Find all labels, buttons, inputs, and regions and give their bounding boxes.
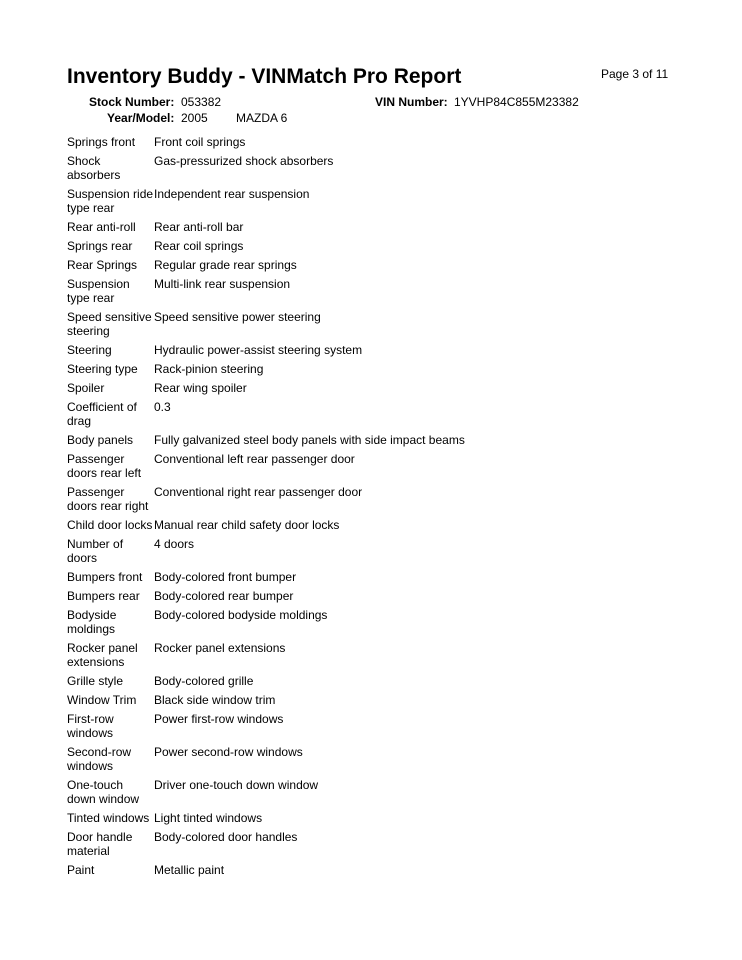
spec-row (67, 608, 667, 636)
spec-row (67, 277, 667, 305)
spec-name: Shock absorbers (67, 154, 121, 182)
spec-name: Passenger doors rear left (67, 452, 142, 480)
spec-row (67, 362, 667, 376)
vin-number-label: VIN Number: (375, 95, 448, 109)
spec-value: Metallic paint (154, 863, 225, 877)
spec-name: Passenger doors rear right (67, 485, 149, 513)
spec-row (67, 712, 667, 740)
spec-name: Grille style (67, 674, 124, 688)
spec-row (67, 187, 667, 215)
spec-value: Regular grade rear springs (154, 258, 297, 272)
spec-row (67, 570, 667, 584)
spec-name: Bumpers front (67, 570, 143, 584)
spec-row (67, 239, 667, 253)
spec-row (67, 135, 667, 149)
spec-name: Steering type (67, 362, 138, 376)
spec-name: Spoiler (67, 381, 105, 395)
spec-row (67, 674, 667, 688)
spec-value: Body-colored grille (154, 674, 254, 688)
spec-name: Springs front (67, 135, 136, 149)
spec-name: First-row windows (67, 712, 114, 740)
spec-row (67, 343, 667, 357)
spec-name: Suspension type rear (67, 277, 130, 305)
stock-number-label: Stock Number: (89, 95, 175, 109)
spec-name: Door handle material (67, 830, 133, 858)
spec-value: Driver one-touch down window (154, 778, 319, 792)
spec-value: Independent rear suspension (154, 187, 310, 201)
spec-row (67, 381, 667, 395)
spec-name: Second-row windows (67, 745, 132, 773)
spec-value: Rocker panel extensions (154, 641, 286, 655)
spec-value: Multi-link rear suspension (154, 277, 291, 291)
spec-row (67, 641, 667, 669)
spec-row (67, 220, 667, 234)
year-model-label: Year/Model: (107, 111, 175, 125)
spec-name: Bodyside moldings (67, 608, 117, 636)
report-title: Inventory Buddy - VINMatch Pro Report (67, 65, 462, 88)
spec-value: Power first-row windows (154, 712, 284, 726)
spec-row (67, 485, 667, 513)
spec-name: Steering (67, 343, 112, 357)
spec-value: Conventional right rear passenger door (154, 485, 363, 499)
spec-value: Body-colored bodyside moldings (154, 608, 328, 622)
spec-value: 0.3 (154, 400, 171, 414)
spec-name: Number of doors (67, 537, 124, 565)
spec-row (67, 537, 667, 565)
spec-name: Tinted windows (67, 811, 150, 825)
spec-row (67, 693, 667, 707)
spec-row (67, 310, 667, 338)
spec-row (67, 518, 667, 532)
year-value: 2005 (181, 111, 208, 125)
spec-value: Rear coil springs (154, 239, 244, 253)
spec-value: 4 doors (154, 537, 195, 551)
spec-value: Fully galvanized steel body panels with side impact beams (154, 433, 465, 447)
spec-name: Rocker panel extensions (67, 641, 138, 669)
spec-value: Hydraulic power-assist steering system (154, 343, 363, 357)
spec-row (67, 154, 667, 182)
page-number: Page 3 of 11 (601, 67, 669, 81)
spec-value: Power second-row windows (154, 745, 303, 759)
spec-value: Gas-pressurized shock absorbers (154, 154, 334, 168)
spec-row (67, 258, 667, 272)
spec-row (67, 863, 667, 877)
spec-name: Child door locks (67, 518, 153, 532)
spec-row (67, 589, 667, 603)
stock-number-value: 053382 (181, 95, 222, 109)
spec-value: Body-colored rear bumper (154, 589, 294, 603)
spec-name: Springs rear (67, 239, 133, 253)
vin-number-value: 1YVHP84C855M23382 (454, 95, 579, 109)
spec-row (67, 452, 667, 480)
spec-name: Bumpers rear (67, 589, 140, 603)
spec-name: Window Trim (67, 693, 137, 707)
spec-name: Suspension ride type rear (67, 187, 154, 215)
spec-value: Speed sensitive power steering (154, 310, 321, 324)
spec-value: Conventional left rear passenger door (154, 452, 355, 466)
spec-row (67, 433, 667, 447)
spec-row (67, 745, 667, 773)
spec-value: Manual rear child safety door locks (154, 518, 340, 532)
spec-table (67, 135, 667, 882)
spec-value: Body-colored front bumper (154, 570, 297, 584)
spec-name: Paint (67, 863, 95, 877)
model-value: MAZDA 6 (236, 111, 288, 125)
spec-value: Front coil springs (154, 135, 246, 149)
spec-name: One-touch down window (67, 778, 140, 806)
spec-name: Rear Springs (67, 258, 138, 272)
spec-value: Rear wing spoiler (154, 381, 247, 395)
spec-name: Body panels (67, 433, 134, 447)
spec-row (67, 830, 667, 858)
spec-name: Speed sensitive steering (67, 310, 152, 338)
spec-value: Rack-pinion steering (154, 362, 264, 376)
spec-value: Black side window trim (154, 693, 276, 707)
spec-name: Rear anti-roll (67, 220, 136, 234)
spec-name: Coefficient of drag (67, 400, 137, 428)
spec-value: Light tinted windows (154, 811, 263, 825)
spec-row (67, 778, 667, 806)
spec-row (67, 811, 667, 825)
spec-value: Rear anti-roll bar (154, 220, 244, 234)
spec-row (67, 400, 667, 428)
spec-value: Body-colored door handles (154, 830, 298, 844)
